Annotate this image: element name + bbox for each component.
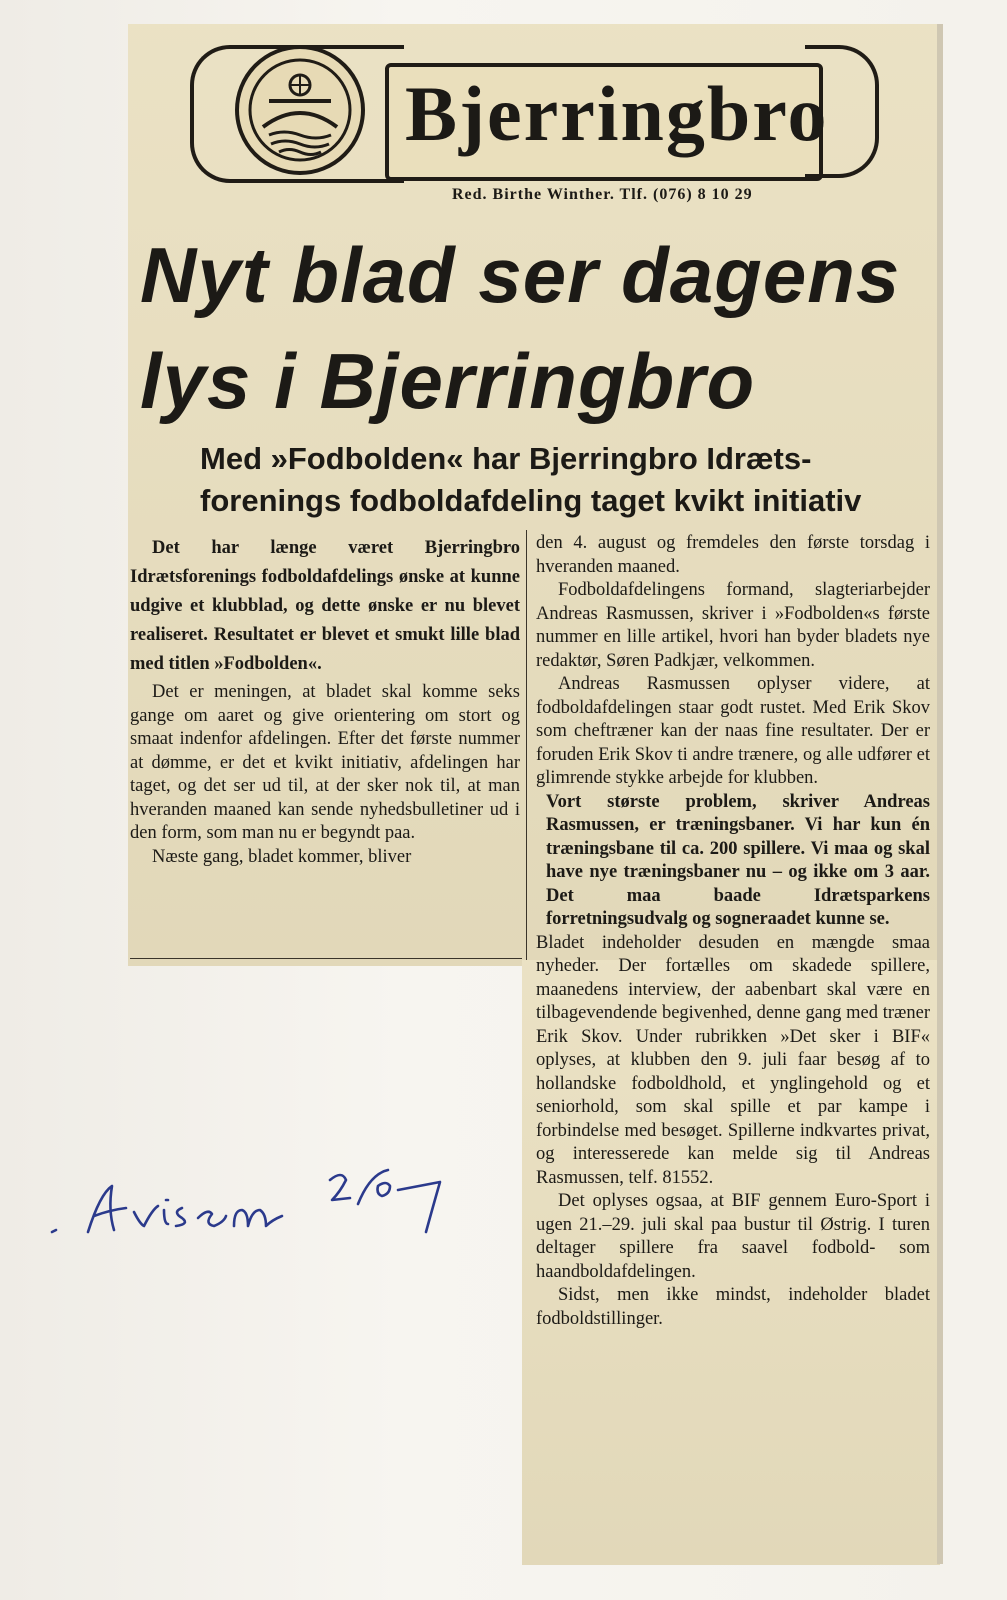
paragraph: Det er meningen, at bladet skal komme seks gange om aaret og give orientering om stort og smaat indenfor afdelingen. Efter det første nummer at dømme, er det et kvikt initiativ, afdelingen har taget, og det ser ud til, at der sker nok til, at man hveranden maaned kan sende nyhedsbulletiner ud i den form, som man nu er begyndt paa.	[130, 682, 520, 843]
handwritten-note-avisen	[48, 1160, 468, 1250]
headline-line-1: Nyt blad ser dagens	[140, 231, 901, 319]
paragraph: Fodboldafdelingens formand, slagteriarbejder Andreas Rasmussen, skriver i »Fodbolden«s første nummer en lille artikel, hvori han byder bladets nye redaktør, Søren Padkjær, velkommen.	[536, 580, 930, 671]
article-column-left	[130, 534, 520, 869]
paragraph: Sidst, men ikke mindst, indeholder bladet fodboldstillinger.	[536, 1285, 930, 1329]
pull-quote: Vort største problem, skriver Andreas Rasmussen, er træningsbaner. Vi har kun én træningsbane til ca. 200 spillere. Vi maa og skal have nye træningsbaner nu – og ikke om 3 aar. Det maa baade Idrætsparkens forretningsudvalg og sogneraadet kunne se.	[546, 791, 930, 929]
subheadline-line-1: Med »Fodbolden« har Bjerringbro Idræts-	[200, 441, 812, 476]
paragraph: Næste gang, bladet kommer, bliver	[152, 846, 412, 867]
headline-line-2: lys i Bjerringbro	[140, 337, 756, 425]
column-bottom-rule	[130, 958, 522, 959]
town-seal-icon	[235, 45, 365, 175]
paragraph: Bladet indeholder desuden en mængde smaa nyheder. Der fortælles om skadede spillere, maanedens interview, der aabenbart skal være en tilbagevendende begivenhed, denne gang med træner Erik Skov. Under rubrikken »Det sker i BIF« oplyses, at klubben den 9. juli faar besøg af to hollandske fodboldhold, et ynglingehold og et seniorhold, som skal spille et par kampe i forbindelse med besøget. Spillerne indkvartes privat, og interesserede kan melde sig til Andreas Rasmussen, telf. 81552.	[536, 932, 930, 1188]
article-subheadline	[200, 438, 940, 522]
masthead-banner	[165, 35, 890, 185]
article-headline	[140, 222, 940, 434]
subheadline-line-2: forenings fodboldafdeling taget kvikt initiativ	[200, 483, 862, 518]
column-divider	[526, 530, 527, 960]
article-lead: Det har længe været Bjerringbro Idrætsforenings fodboldafdelings ønske at kunne udgive et klubblad, og dette ønske er nu blevet realiseret. Resultatet er blevet et smukt lille blad med titlen »Fodbolden«.	[130, 538, 520, 674]
editor-line: Red. Birthe Winther. Tlf. (076) 8 10 29	[452, 186, 753, 203]
paragraph: Andreas Rasmussen oplyser videre, at fodboldafdelingen staar godt rustet. Med Erik Skov som cheftræner kan der naas fine resultater. Der er foruden Erik Skov ti andre trænere, og alle udfører et glimrende stykke arbejde for klubben.	[536, 674, 930, 788]
paragraph: Det oplyses ogsaa, at BIF gennem Euro-Sport i ugen 21.–29. juli skal paa bustur til Østrig. I turen deltager spillere fra saavel fodbold- som haandboldafdelingen.	[536, 1191, 930, 1282]
section-title: Bjerringbro	[405, 70, 829, 157]
article-column-right	[536, 532, 930, 1331]
paragraph: den 4. august og fremdeles den første torsdag i hveranden maaned.	[536, 533, 930, 577]
